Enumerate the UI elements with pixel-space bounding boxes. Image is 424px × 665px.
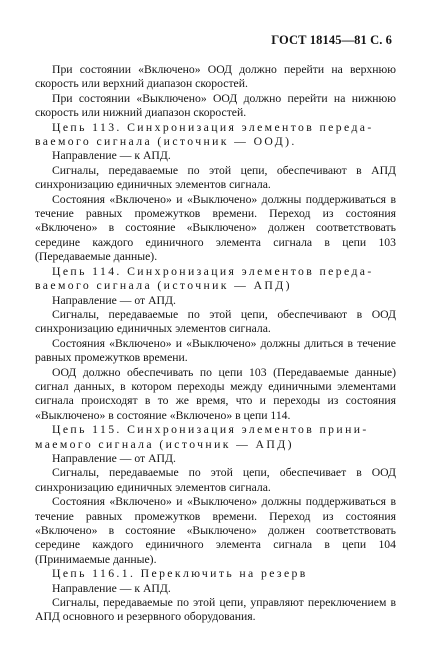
- circuit-116-1-heading: [35, 567, 396, 581]
- circuit-114-states: Состояния «Включено» и «Выключено» должны длиться в течение равных промежутков времени.: [35, 336, 396, 365]
- circuit-115-purpose: Сигналы, передаваемые по этой цепи, обеспечивает в ООД синхронизацию единичных элементов сигнала.: [35, 466, 396, 494]
- circuit-114-heading-line-1: Цепь 114. Синхронизация элементов переда-: [52, 264, 374, 278]
- circuit-115-heading-line-1: Цепь 115. Синхронизация элементов прини-: [52, 423, 369, 437]
- circuit-113-heading: [35, 121, 396, 150]
- circuit-115-states: Состояния «Включено» и «Выключено» должны поддерживаться в течение равных промежутков времени. Переход из состояния «Включено» в состояние «Выключено» должен соответствовать середине каждого единичного элемента сигнала в цепи 104 (Принимаемые данные).: [35, 495, 396, 566]
- circuit-114-dte-requirement: ООД должно обеспечивать по цепи 103 (Передаваемые данные) сигнал данных, в котором переходы между единичными элементами сигнала происходят в то же время, что и переходы из состояния «Выключено» в состояние «Включено» в цепи 114.: [35, 365, 396, 422]
- circuit-116-1-heading-line-1: Цепь 116.1. Переключить на резерв: [52, 567, 308, 581]
- circuit-113-purpose: Сигналы, передаваемые по этой цепи, обеспечивают в АПД синхронизацию единичных элементов сигнала.: [35, 163, 396, 192]
- circuit-115-direction: Направление — от АПД.: [52, 451, 176, 465]
- circuit-114-heading-line-2: ваемого сигнала (источник — АПД): [35, 279, 292, 293]
- circuit-115-heading-line-2: маемого сигнала (источник — АПД): [35, 437, 294, 451]
- circuit-114-heading: [35, 265, 396, 294]
- circuit-113-direction: Направление — к АПД.: [52, 149, 171, 163]
- circuit-114-direction: Направление — от АПД.: [52, 293, 176, 307]
- circuit-113-heading-line-2: ваемого сигнала (источник — ООД).: [35, 135, 297, 149]
- document-body: [35, 63, 396, 625]
- circuit-113-states: Состояния «Включено» и «Выключено» должны поддерживаться в течение равных промежутков времени. Переход из состояния «Включено» в состояние «Выключено» должен соответствовать середине каждого единичного элемента сигнала в цепи 103 (Передаваемые данные).: [35, 192, 396, 264]
- circuit-114-purpose: Сигналы, передаваемые по этой цепи, обеспечивают в ООД синхронизацию единичных элементов сигнала.: [35, 307, 396, 336]
- paragraph-upper-speed: При состоянии «Включено» ООД должно перейти на верхнюю скорость или верхний диапазон скоростей.: [35, 63, 396, 91]
- circuit-113-heading-line-1: Цепь 113. Синхронизация элементов переда-: [52, 120, 374, 134]
- page-header: ГОСТ 18145—81 С. 6: [271, 33, 392, 47]
- paragraph-lower-speed: При состоянии «Выключено» ООД должно перейти на нижнюю скорость или нижний диапазон скоростей.: [35, 91, 396, 120]
- circuit-115-heading: [35, 423, 396, 452]
- circuit-116-1-purpose: Сигналы, передаваемые по этой цепи, управляют переключением в АПД основного и резервного оборудования.: [35, 596, 396, 624]
- circuit-116-1-direction: Направление — к АПД.: [52, 581, 171, 595]
